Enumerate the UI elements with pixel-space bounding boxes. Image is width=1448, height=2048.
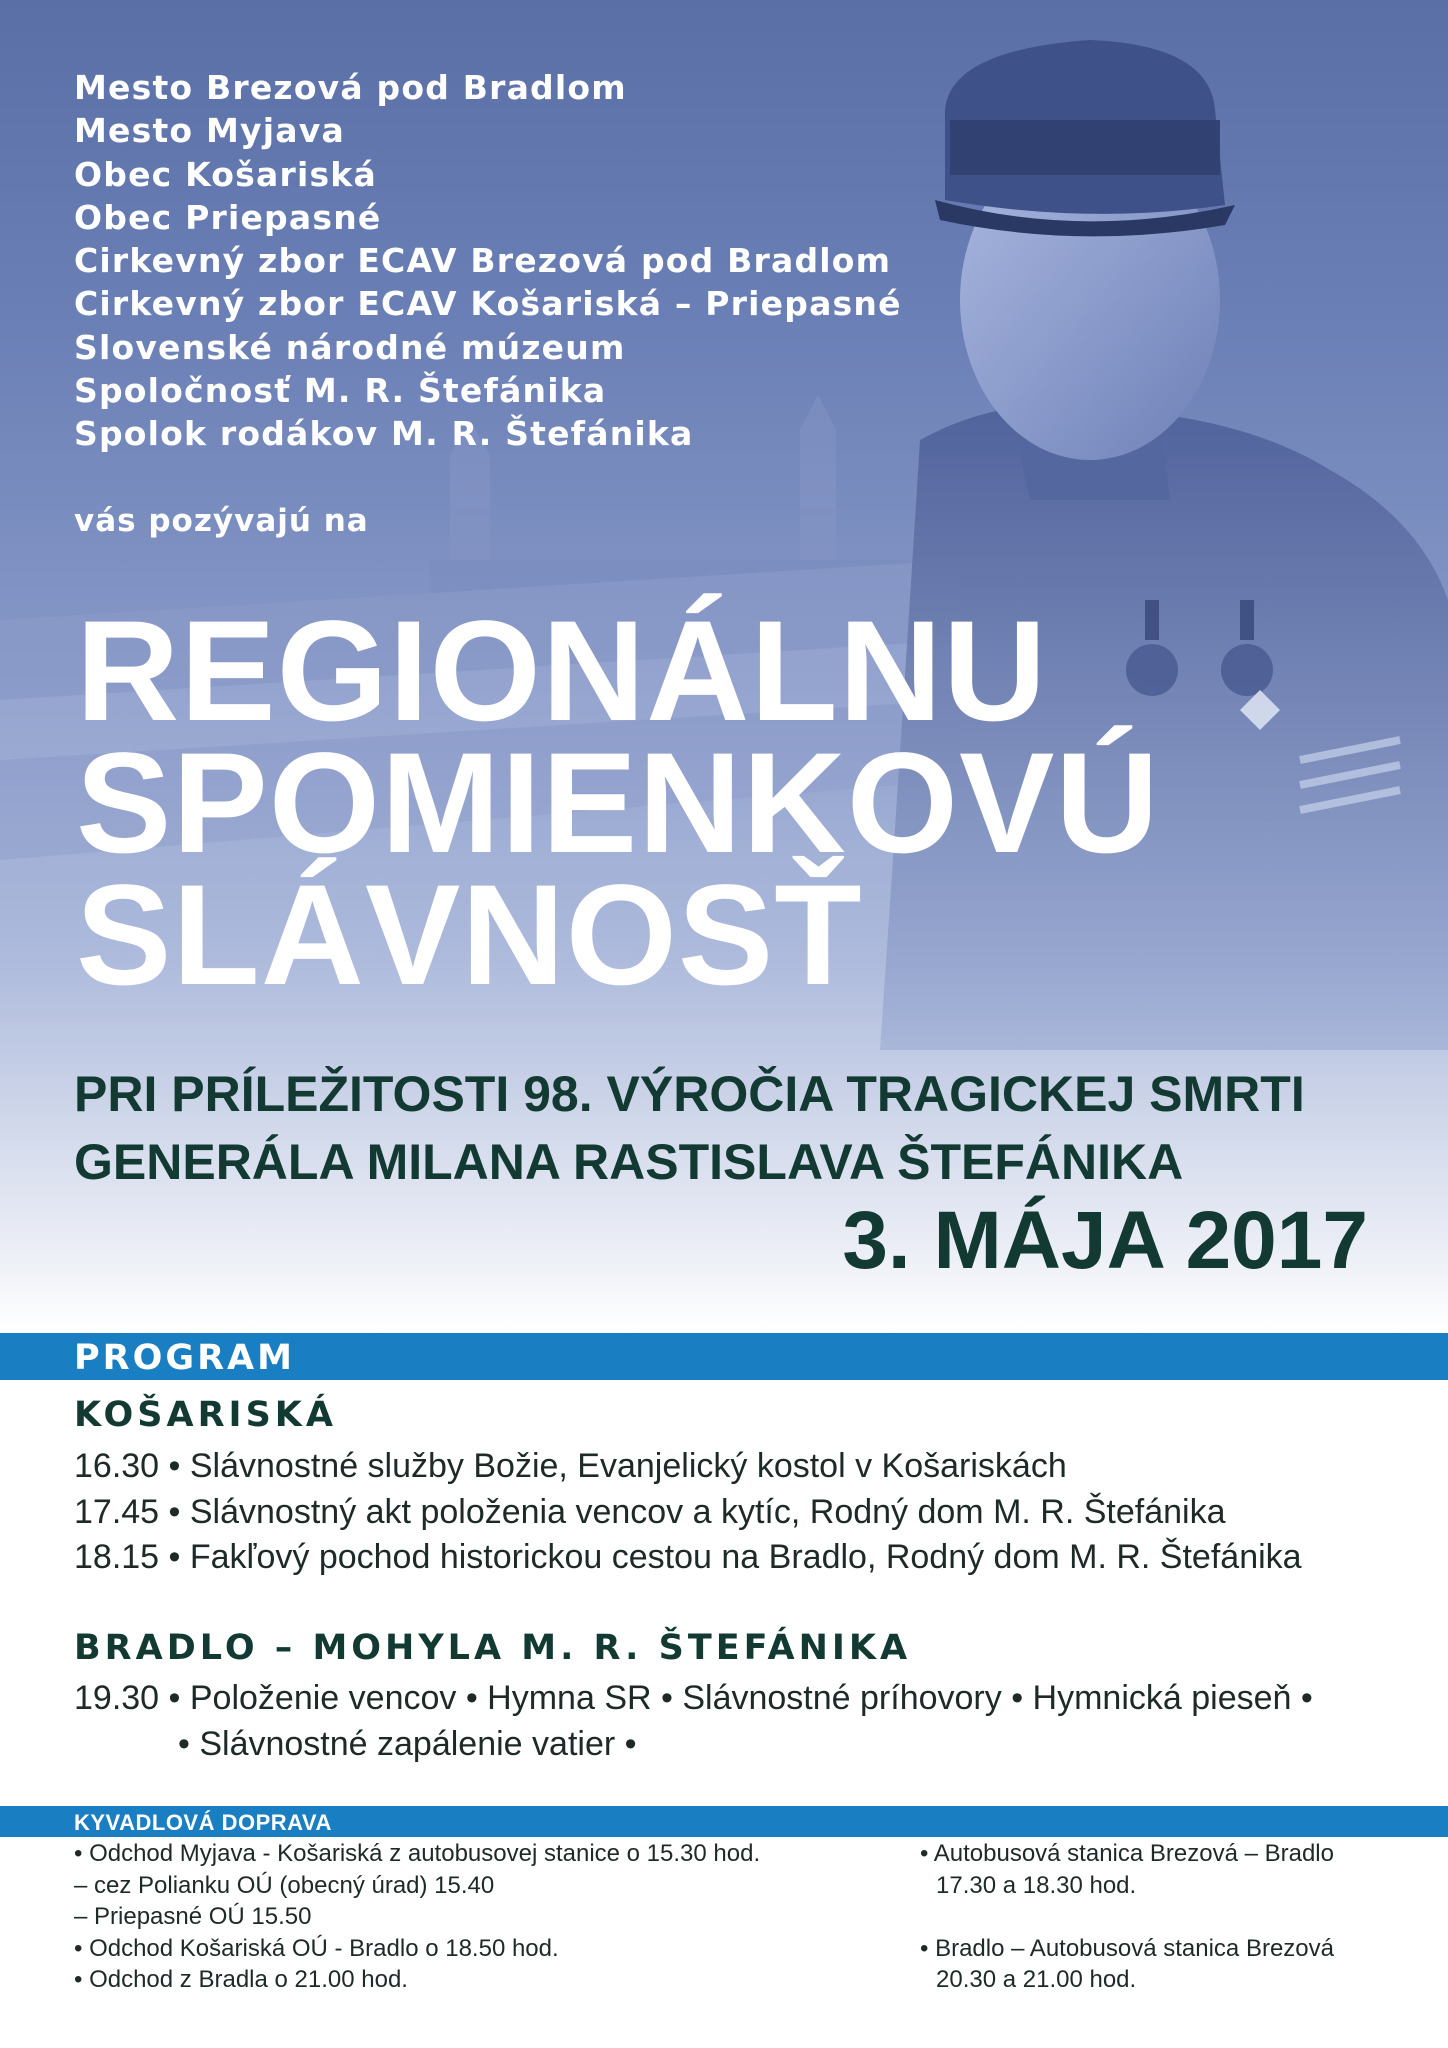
subtitle-line: GENERÁLA MILANA RASTISLAVA ŠTEFÁNIKA: [74, 1134, 1184, 1190]
title-line: SPOMIENKOVÚ: [76, 724, 1160, 883]
organizer-item: Spolok rodákov M. R. Štefánika: [74, 414, 694, 454]
event-subtitle: [74, 1060, 1305, 1196]
transport-right-column: [920, 1838, 1334, 1996]
program-item: 18.15 • Fakľový pochod historickou cestou na Bradlo, Rodný dom M. R. Štefánika: [74, 1538, 1302, 1576]
organizer-item: Slovenské národné múzeum: [74, 327, 626, 367]
transport-heading: KYVADLOVÁ DOPRAVA: [74, 1810, 332, 1835]
transport-item: • Autobusová stanica Brezová – Bradlo: [920, 1840, 1334, 1867]
program-heading: PROGRAM: [74, 1338, 295, 1378]
transport-item: 17.30 a 18.30 hod.: [936, 1871, 1137, 1899]
organizers-list: [74, 66, 902, 456]
organizer-item: Cirkevný zbor ECAV Košariská – Priepasné: [74, 284, 902, 324]
organizer-item: Obec Košariská: [74, 154, 377, 194]
program-item: • Slávnostné zapálenie vatier •: [178, 1724, 637, 1763]
organizer-item: Cirkevný zbor ECAV Brezová pod Bradlom: [74, 241, 892, 281]
organizer-item: Mesto Myjava: [74, 111, 345, 151]
bradlo-heading: BRADLO – MOHYLA M. R. ŠTEFÁNIKA: [74, 1628, 912, 1668]
program-item: 16.30 • Slávnostné služby Božie, Evanjelický kostol v Košariskách: [74, 1447, 1067, 1485]
event-date: 3. MÁJA 2017: [842, 1195, 1368, 1286]
transport-header-bar: [0, 1806, 1448, 1837]
event-title: [76, 592, 1160, 1015]
kosariska-heading: KOŠARISKÁ: [74, 1395, 337, 1435]
transport-left-column: [74, 1838, 760, 1996]
transport-spacer: [920, 1901, 1334, 1933]
program-header-bar: [0, 1333, 1448, 1380]
title-line: REGIONÁLNU: [76, 592, 1048, 751]
transport-item: • Odchod Košariská OÚ - Bradlo o 18.50 hod.: [74, 1934, 559, 1962]
transport-item: • Odchod Myjava - Košariská z autobusovej stanice o 15.30 hod.: [74, 1840, 761, 1867]
organizer-item: Mesto Brezová pod Bradlom: [74, 68, 627, 107]
bradlo-program-list: [74, 1676, 1313, 1767]
organizer-item: Spoločnosť M. R. Štefánika: [74, 371, 607, 411]
title-line: SLÁVNOSŤ: [76, 856, 863, 1015]
organizer-item: Obec Priepasné: [74, 197, 382, 237]
transport-item: • Odchod z Bradla o 21.00 hod.: [74, 1966, 408, 1993]
transport-item: – cez Polianku OÚ (obecný úrad) 15.40: [74, 1871, 495, 1899]
subtitle-line: PRI PRÍLEŽITOSTI 98. VÝROČIA TRAGICKEJ SMRTI: [74, 1066, 1305, 1122]
transport-item: – Priepasné OÚ 15.50: [74, 1903, 312, 1930]
program-item: 17.45 • Slávnostný akt položenia vencov a kytíc, Rodný dom M. R. Štefánika: [74, 1492, 1226, 1531]
program-item: 19.30 • Položenie vencov • Hymna SR • Slávnostné príhovory • Hymnická pieseň •: [74, 1679, 1313, 1717]
transport-item: 20.30 a 21.00 hod.: [936, 1966, 1137, 1993]
transport-item: • Bradlo – Autobusová stanica Brezová: [920, 1934, 1334, 1962]
kosariska-program-list: [74, 1444, 1302, 1581]
invite-text: vás pozývajú na: [74, 503, 369, 539]
